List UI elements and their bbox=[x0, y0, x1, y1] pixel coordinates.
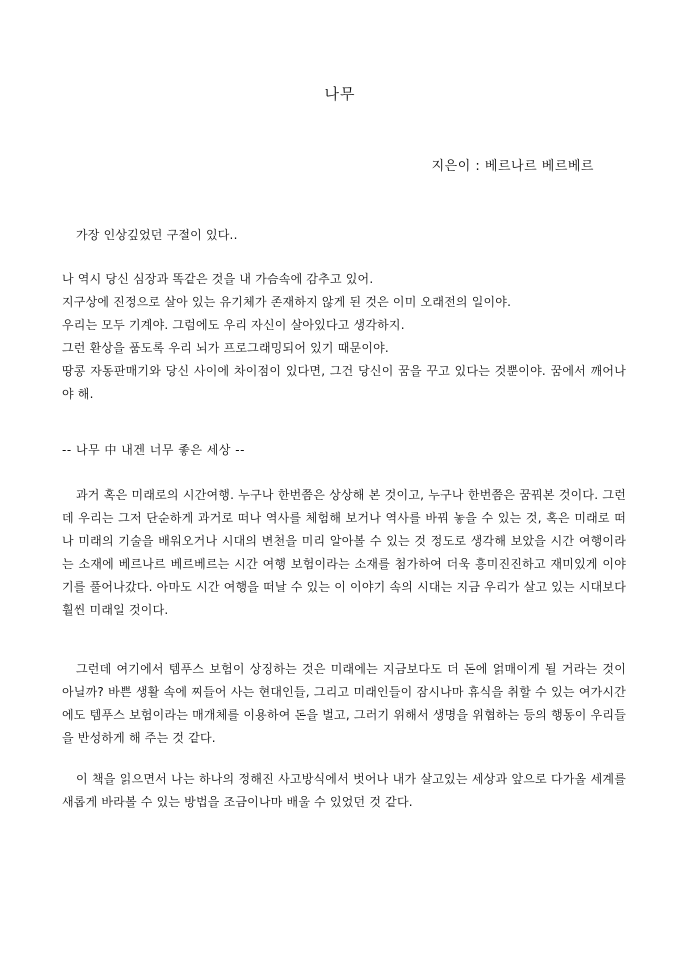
intro-sentence: 가장 인상깊었던 구절이 있다.. bbox=[76, 228, 238, 242]
body-paragraph: 그런데 여기에서 템푸스 보험이 상징하는 것은 미래에는 지금보다도 더 돈에 얽매이게 될 거라는 것이 아닐까? 바쁜 생활 속에 찌들어 사는 현대인들, 그리고 미래인들이 잠시나마 휴식을 취할 수 있는 여가시간에도 템푸스 보험이라는 매개체를 이용하여 돈을 벌고, 그러기 위해서 생명을 위협하는 등의 행동이 우리들을 반성하게 해 주는 것 같다. bbox=[62, 662, 626, 745]
quote-line: 땅콩 자동판매기와 당신 사이에 차이점이 있다면, 그건 당신이 꿈을 꾸고 있다는 것뿐이야. 꿈에서 깨어나야 해. bbox=[62, 364, 626, 401]
section-heading: -- 나무 中 내겐 너무 좋은 세상 -- bbox=[62, 443, 245, 457]
document-title: 나무 bbox=[324, 85, 356, 103]
quote-line: 나 역시 당신 심장과 똑같은 것을 내 가슴속에 감추고 있어. bbox=[62, 272, 374, 286]
quote-line: 우리는 모두 기계야. 그럼에도 우리 자신이 살아있다고 생각하지. bbox=[62, 318, 405, 332]
quote-line: 그런 환상을 품도록 우리 뇌가 프로그래밍되어 있기 때문이야. bbox=[62, 341, 389, 355]
quote-line: 지구상에 진정으로 살아 있는 유기체가 존재하지 않게 된 것은 이미 오래전의 일이야. bbox=[62, 295, 512, 309]
body-paragraph: 이 책을 읽으면서 나는 하나의 정해진 사고방식에서 벗어나 내가 살고있는 세상과 앞으로 다가올 세계를 새롭게 바라볼 수 있는 방법을 조금이나마 배울 수 있었던 것 같다. bbox=[62, 772, 626, 809]
quote-block bbox=[62, 268, 626, 406]
author-line: 지은이 : 베르나르 베르베르 bbox=[431, 159, 594, 174]
body-paragraph: 과거 혹은 미래로의 시간여행. 누구나 한번쯤은 상상해 본 것이고, 누구나 한번쯤은 꿈꿔본 것이다. 그런데 우리는 그저 단순하게 과거로 떠나 역사를 체험해 보거나 역사를 바꿔 놓을 수 있는 것, 혹은 미래로 떠나 미래의 기술을 배워오거나 시대의 변천을 미리 알아볼 수 있는 것 정도로 생각해 보았을 시간 여행이라는 소재에 베르나르 베르베르는 시간 여행 보험이라는 소재를 첨가하여 더욱 흥미진진하고 재미있게 이야기를 풀어나갔다. 아마도 시간 여행을 떠날 수 있는 이 이야기 속의 시대는 지금 우리가 살고 있는 시대보다 훨씬 미래일 것이다. bbox=[62, 488, 626, 617]
